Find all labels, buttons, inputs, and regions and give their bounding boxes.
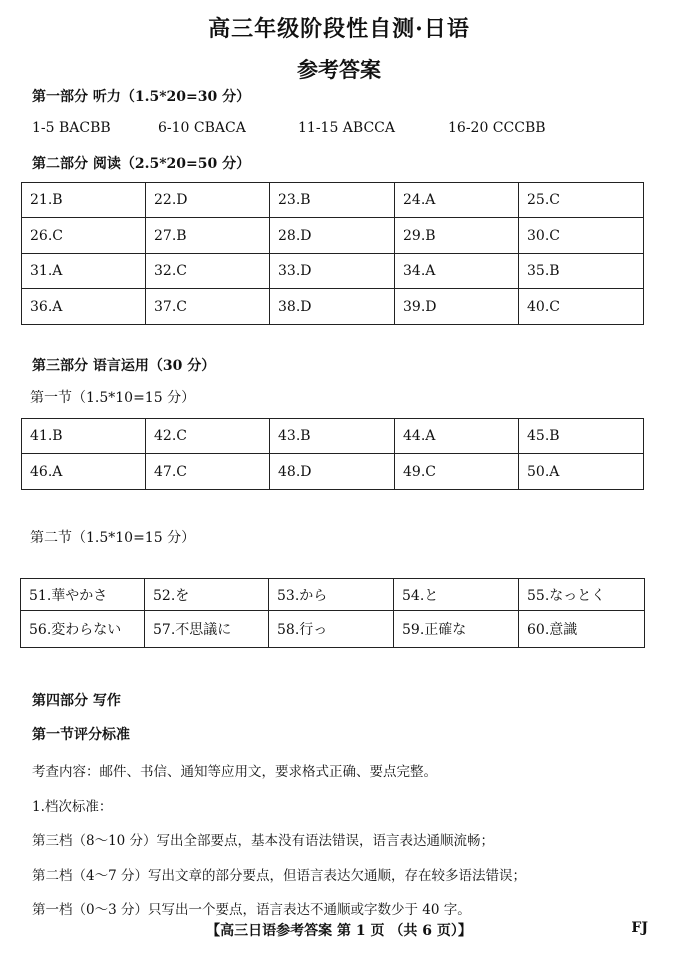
answer-cell: 21.B [22,183,146,218]
page-footer: 【高三日语参考答案 第 1 页 （共 6 页）】 [206,923,472,939]
answer-cell: 27.B [146,218,270,254]
listening-group-3: 11-15 ABCCA [298,120,396,136]
level-1-criteria: 第一档（0～3 分）只写出一个要点，语言表达不通顺或字数少于 40 字。 [32,902,471,918]
answer-cell: 54.と [394,579,519,611]
table-row [22,419,644,454]
answer-cell: 56.変わらない [21,611,145,648]
page-subtitle: 参考答案 [297,57,381,82]
table-row [21,611,645,648]
table-row [22,454,644,490]
page-title: 高三年级阶段性自测·日语 [208,16,470,42]
answer-cell: 38.D [270,289,395,325]
answer-cell: 60.意識 [519,611,645,648]
language-use-table-1 [21,418,644,490]
table-row [22,218,644,254]
answer-cell: 24.A [395,183,519,218]
answer-cell: 40.C [519,289,644,325]
answer-cell: 25.C [519,183,644,218]
answer-cell: 43.B [270,419,395,454]
part4-section1-heading: 第一节评分标准 [32,727,130,743]
answer-cell: 58.行っ [269,611,394,648]
answer-cell: 45.B [519,419,644,454]
listening-group-2: 6-10 CBACA [158,120,246,136]
answer-cell: 49.C [395,454,519,490]
table-row [22,254,644,289]
footer-code: FJ [631,920,648,936]
answer-cell: 32.C [146,254,270,289]
answer-cell: 36.A [22,289,146,325]
answer-cell: 22.D [146,183,270,218]
answer-cell: 23.B [270,183,395,218]
answer-cell: 59.正確な [394,611,519,648]
level-3-criteria: 第三档（8～10 分）写出全部要点，基本没有语法错误，语言表达通顺流畅； [32,833,495,849]
answer-cell: 47.C [146,454,270,490]
table-row [22,183,644,218]
answer-cell: 57.不思議に [145,611,269,648]
answer-cell: 35.B [519,254,644,289]
answer-cell: 52.を [145,579,269,611]
level-2-criteria: 第二档（4～7 分）写出文章的部分要点，但语言表达欠通顺，存在较多语法错误； [32,868,526,884]
part3-section2-heading: 第二节（1.5*10=15 分） [30,530,196,546]
part2-heading: 第二部分 阅读（2.5*20=50 分） [32,156,251,172]
answer-cell: 50.A [519,454,644,490]
answer-cell: 33.D [270,254,395,289]
answer-cell: 30.C [519,218,644,254]
table-row [21,579,645,611]
writing-content-requirement: 考查内容：邮件、书信、通知等应用文，要求格式正确、要点完整。 [32,764,437,780]
language-use-table-2 [20,578,645,648]
table-row [22,289,644,325]
part3-heading: 第三部分 语言运用（30 分） [32,358,216,374]
answer-cell: 39.D [395,289,519,325]
levels-heading: 1.档次标准： [32,799,113,815]
answer-cell: 53.から [269,579,394,611]
answer-cell: 26.C [22,218,146,254]
listening-group-1: 1-5 BACBB [32,120,111,136]
answer-cell: 41.B [22,419,146,454]
answer-cell: 31.A [22,254,146,289]
answer-cell: 37.C [146,289,270,325]
answer-cell: 29.B [395,218,519,254]
answer-cell: 46.A [22,454,146,490]
part3-section1-heading: 第一节（1.5*10=15 分） [30,390,196,406]
listening-group-4: 16-20 CCCBB [448,120,546,136]
part4-heading: 第四部分 写作 [32,693,121,709]
answer-cell: 48.D [270,454,395,490]
answer-cell: 55.なっとく [519,579,645,611]
part1-heading: 第一部分 听力（1.5*20=30 分） [32,89,251,105]
reading-answer-table [21,182,644,325]
answer-cell: 51.華やかさ [21,579,145,611]
answer-cell: 34.A [395,254,519,289]
answer-cell: 44.A [395,419,519,454]
answer-cell: 42.C [146,419,270,454]
answer-cell: 28.D [270,218,395,254]
